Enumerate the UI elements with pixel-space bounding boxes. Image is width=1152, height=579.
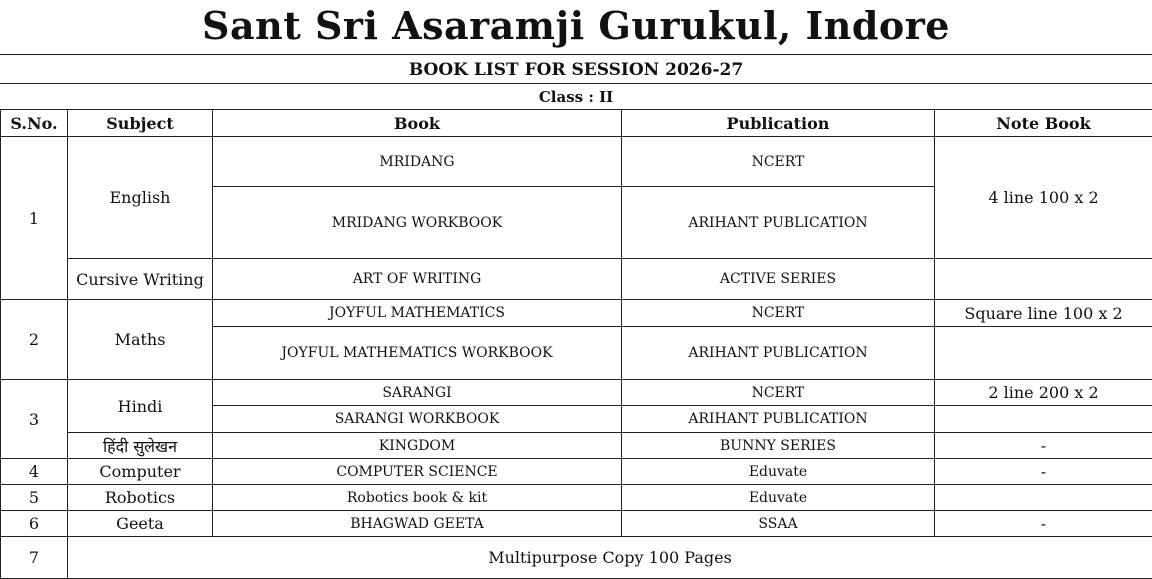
publication-cell: ACTIVE SERIES bbox=[622, 259, 935, 300]
book-cell: JOYFUL MATHEMATICS WORKBOOK bbox=[213, 327, 622, 380]
table-row bbox=[1, 459, 1152, 485]
book-cell: Robotics book & kit bbox=[213, 485, 622, 511]
subject-cell: Geeta bbox=[68, 511, 213, 537]
table-row bbox=[1, 137, 1152, 187]
publication-cell: BUNNY SERIES bbox=[622, 433, 935, 459]
book-cell: MRIDANG WORKBOOK bbox=[213, 187, 622, 259]
subject-cell: Cursive Writing bbox=[68, 259, 213, 300]
publication-cell: ARIHANT PUBLICATION bbox=[622, 187, 935, 259]
publication-cell: Eduvate bbox=[622, 485, 935, 511]
class-label: Class : II bbox=[0, 84, 1152, 110]
notebook-cell: - bbox=[935, 433, 1152, 459]
sno-cell: 4 bbox=[1, 459, 68, 485]
table-row bbox=[1, 433, 1152, 459]
table-row bbox=[1, 537, 1152, 579]
book-cell: MRIDANG bbox=[213, 137, 622, 187]
column-header-notebook: Note Book bbox=[935, 110, 1152, 137]
subject-cell: Computer bbox=[68, 459, 213, 485]
book-cell: SARANGI WORKBOOK bbox=[213, 406, 622, 433]
notebook-cell: Square line 100 x 2 bbox=[935, 300, 1152, 327]
notebook-cell: - bbox=[935, 459, 1152, 485]
column-header-sno: S.No. bbox=[1, 110, 68, 137]
column-header-book: Book bbox=[213, 110, 622, 137]
notebook-cell: 4 line 100 x 2 bbox=[935, 137, 1152, 259]
publication-cell: ARIHANT PUBLICATION bbox=[622, 406, 935, 433]
subject-cell: Hindi bbox=[68, 380, 213, 433]
publication-cell: NCERT bbox=[622, 137, 935, 187]
table-row bbox=[1, 511, 1152, 537]
sno-cell: 5 bbox=[1, 485, 68, 511]
notebook-cell bbox=[935, 485, 1152, 511]
notebook-cell: 2 line 200 x 2 bbox=[935, 380, 1152, 406]
book-cell: ART OF WRITING bbox=[213, 259, 622, 300]
publication-cell: NCERT bbox=[622, 300, 935, 327]
school-title: Sant Sri Asaramji Gurukul, Indore bbox=[0, 0, 1152, 54]
book-list-table bbox=[0, 109, 1152, 579]
table-row bbox=[1, 380, 1152, 406]
notebook-cell bbox=[935, 406, 1152, 433]
subject-cell: हिंदी सुलेखन bbox=[68, 433, 213, 459]
book-cell: SARANGI bbox=[213, 380, 622, 406]
notebook-cell bbox=[935, 327, 1152, 380]
subject-cell: Robotics bbox=[68, 485, 213, 511]
notebook-cell bbox=[935, 259, 1152, 300]
publication-cell: SSAA bbox=[622, 511, 935, 537]
book-cell: COMPUTER SCIENCE bbox=[213, 459, 622, 485]
publication-cell: ARIHANT PUBLICATION bbox=[622, 327, 935, 380]
table-header-row bbox=[1, 110, 1152, 137]
multipurpose-copy-cell: Multipurpose Copy 100 Pages bbox=[68, 537, 1152, 579]
column-header-publication: Publication bbox=[622, 110, 935, 137]
sno-cell: 6 bbox=[1, 511, 68, 537]
sno-cell: 7 bbox=[1, 537, 68, 579]
session-title: BOOK LIST FOR SESSION 2026-27 bbox=[0, 56, 1152, 84]
book-cell: BHAGWAD GEETA bbox=[213, 511, 622, 537]
book-cell: JOYFUL MATHEMATICS bbox=[213, 300, 622, 327]
subject-cell: Maths bbox=[68, 300, 213, 380]
book-cell: KINGDOM bbox=[213, 433, 622, 459]
publication-cell: Eduvate bbox=[622, 459, 935, 485]
notebook-cell: - bbox=[935, 511, 1152, 537]
table-row bbox=[1, 259, 1152, 300]
table-row bbox=[1, 300, 1152, 327]
sno-cell: 3 bbox=[1, 380, 68, 459]
column-header-subject: Subject bbox=[68, 110, 213, 137]
sno-cell: 2 bbox=[1, 300, 68, 380]
subject-cell: English bbox=[68, 137, 213, 259]
sno-cell: 1 bbox=[1, 137, 68, 300]
table-row bbox=[1, 485, 1152, 511]
divider bbox=[0, 54, 1152, 55]
publication-cell: NCERT bbox=[622, 380, 935, 406]
